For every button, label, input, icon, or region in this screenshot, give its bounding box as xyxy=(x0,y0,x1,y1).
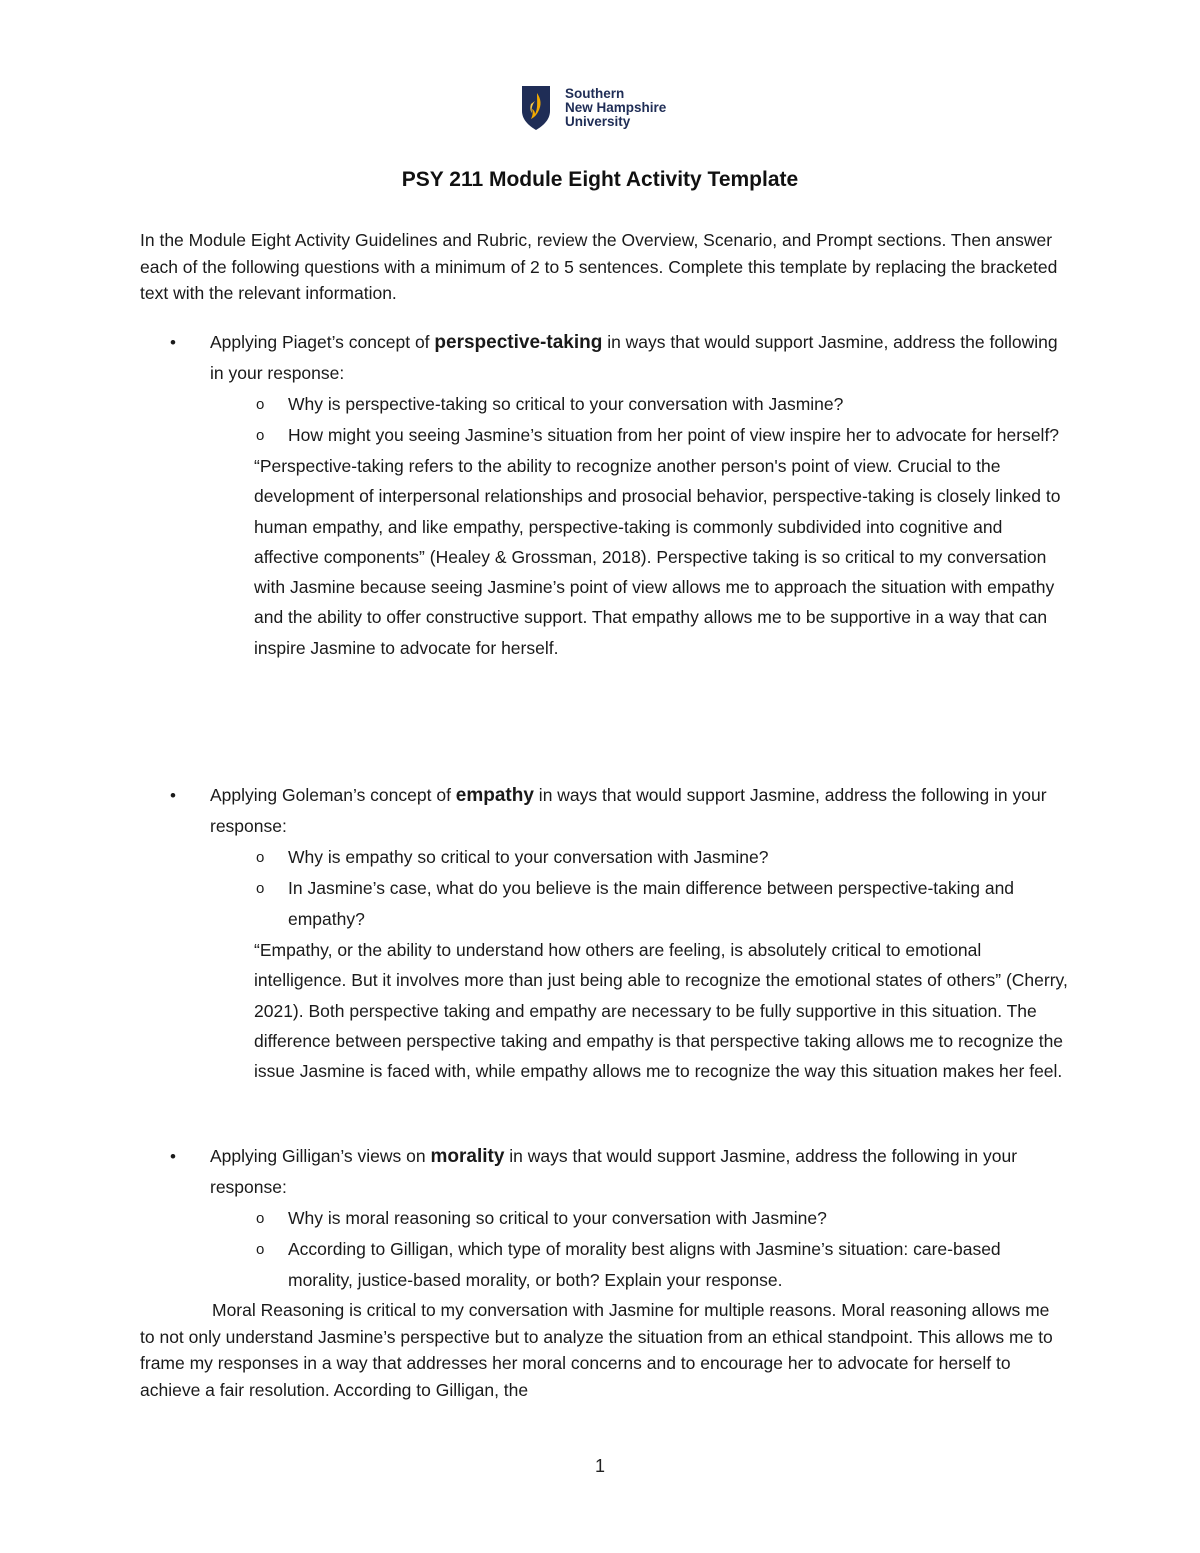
question-text: Why is perspective-taking so critical to your conversation with Jasmine? xyxy=(288,394,844,414)
prompt-text-after: in ways that would support Jasmine, address the following in your response: xyxy=(210,332,1058,383)
bullet-icon: • xyxy=(170,333,176,352)
prompt-text-before: Applying Goleman’s concept of xyxy=(210,785,456,805)
question-text: In Jasmine’s case, what do you believe is the main difference between perspective-taking and empathy? xyxy=(288,878,1015,929)
prompt-keyword: perspective-taking xyxy=(434,332,603,353)
final-answer-paragraph: Moral Reasoning is critical to my conversation with Jasmine for multiple reasons. Moral reasoning allows me to not only understand Jasmine’s perspective but to analyze the situation from an ethical standpoint. This allows me to frame my responses in a way that addresses her moral concerns and to encourage her to advocate for herself to achieve a fair resolution. According to Gilligan, the xyxy=(140,1300,1053,1400)
document-title: PSY 211 Module Eight Activity Template xyxy=(401,168,799,191)
answer-paragraph: “Empathy, or the ability to understand how others are feeling, is absolutely critical to emotional intelligence. But it involves more than just being able to recognize the emotional states of others” (Cherry, 2021). Both perspective taking and empathy are necessary to be fully supportive in this situation. The difference between perspective taking and empathy is that perspective taking allows me to recognize the issue Jasmine is faced with, while empathy allows me to recognize the way this situation makes her feel. xyxy=(254,940,1068,1082)
sub-bullet-icon: o xyxy=(256,849,265,866)
section-prompt xyxy=(140,1141,1070,1203)
question-item xyxy=(140,842,1070,873)
section-perspective-taking xyxy=(140,327,1070,663)
bullet-icon: • xyxy=(170,1147,176,1166)
logo-line-1: Southern xyxy=(565,86,625,101)
prompt-text-before: Applying Piaget’s concept of xyxy=(210,332,435,352)
sub-bullet-icon: o xyxy=(256,427,265,444)
university-logo xyxy=(521,84,666,132)
sub-bullet-icon: o xyxy=(256,1241,265,1258)
prompt-keyword: morality xyxy=(430,1146,505,1167)
question-item xyxy=(140,420,1070,451)
prompt-text-after: in ways that would support Jasmine, address the following in your response: xyxy=(210,1146,1018,1197)
logo-line-2: New Hampshire xyxy=(565,100,667,115)
question-text: Why is moral reasoning so critical to your conversation with Jasmine? xyxy=(288,1208,827,1228)
logo-wordmark xyxy=(565,87,666,129)
section-empathy xyxy=(140,780,1070,1086)
section-prompt xyxy=(140,780,1070,842)
bullet-icon: • xyxy=(170,786,176,805)
question-item xyxy=(140,1203,1070,1234)
intro-paragraph: In the Module Eight Activity Guidelines and Rubric, review the Overview, Scenario, and Prompt sections. Then answer each of the following questions with a minimum of 2 to 5 sentences. Complete this template by replacing the bracketed text with the relevant information. xyxy=(140,230,1058,303)
sub-bullet-icon: o xyxy=(256,1210,265,1227)
question-item xyxy=(140,389,1070,420)
snhu-shield-icon xyxy=(521,85,551,131)
sub-bullet-icon: o xyxy=(256,880,265,897)
question-item xyxy=(140,1234,1070,1296)
question-text: According to Gilligan, which type of morality best aligns with Jasmine’s situation: care-based morality, justice-based morality, or both? Explain your response. xyxy=(288,1239,1001,1290)
section-prompt xyxy=(140,327,1070,389)
prompt-text-before: Applying Gilligan’s views on xyxy=(210,1146,431,1166)
sub-bullet-icon: o xyxy=(256,396,265,413)
prompt-keyword: empathy xyxy=(455,785,534,806)
answer-paragraph: “Perspective-taking refers to the ability to recognize another person's point of view. Crucial to the development of interpersonal relationships and prosocial behavior, perspective-taking is closely linked to human empathy, and like empathy, perspective-taking is commonly subdivided into cognitive and affective components” (Healey & Grossman, 2018). Perspective taking is so critical to my conversation with Jasmine because seeing Jasmine’s point of view allows me to approach the situation with empathy and the ability to offer constructive support. That empathy allows me to be supportive in a way that can inspire Jasmine to advocate for herself. xyxy=(254,456,1061,658)
section-morality xyxy=(140,1141,1070,1296)
logo-line-3: University xyxy=(565,114,631,129)
question-item xyxy=(140,873,1070,935)
question-text: Why is empathy so critical to your conversation with Jasmine? xyxy=(288,847,769,867)
question-text: How might you seeing Jasmine’s situation from her point of view inspire her to advocate for herself? xyxy=(288,425,1060,445)
prompt-text-after: in ways that would support Jasmine, address the following in your response: xyxy=(210,785,1047,836)
page-number: 1 xyxy=(594,1456,605,1476)
